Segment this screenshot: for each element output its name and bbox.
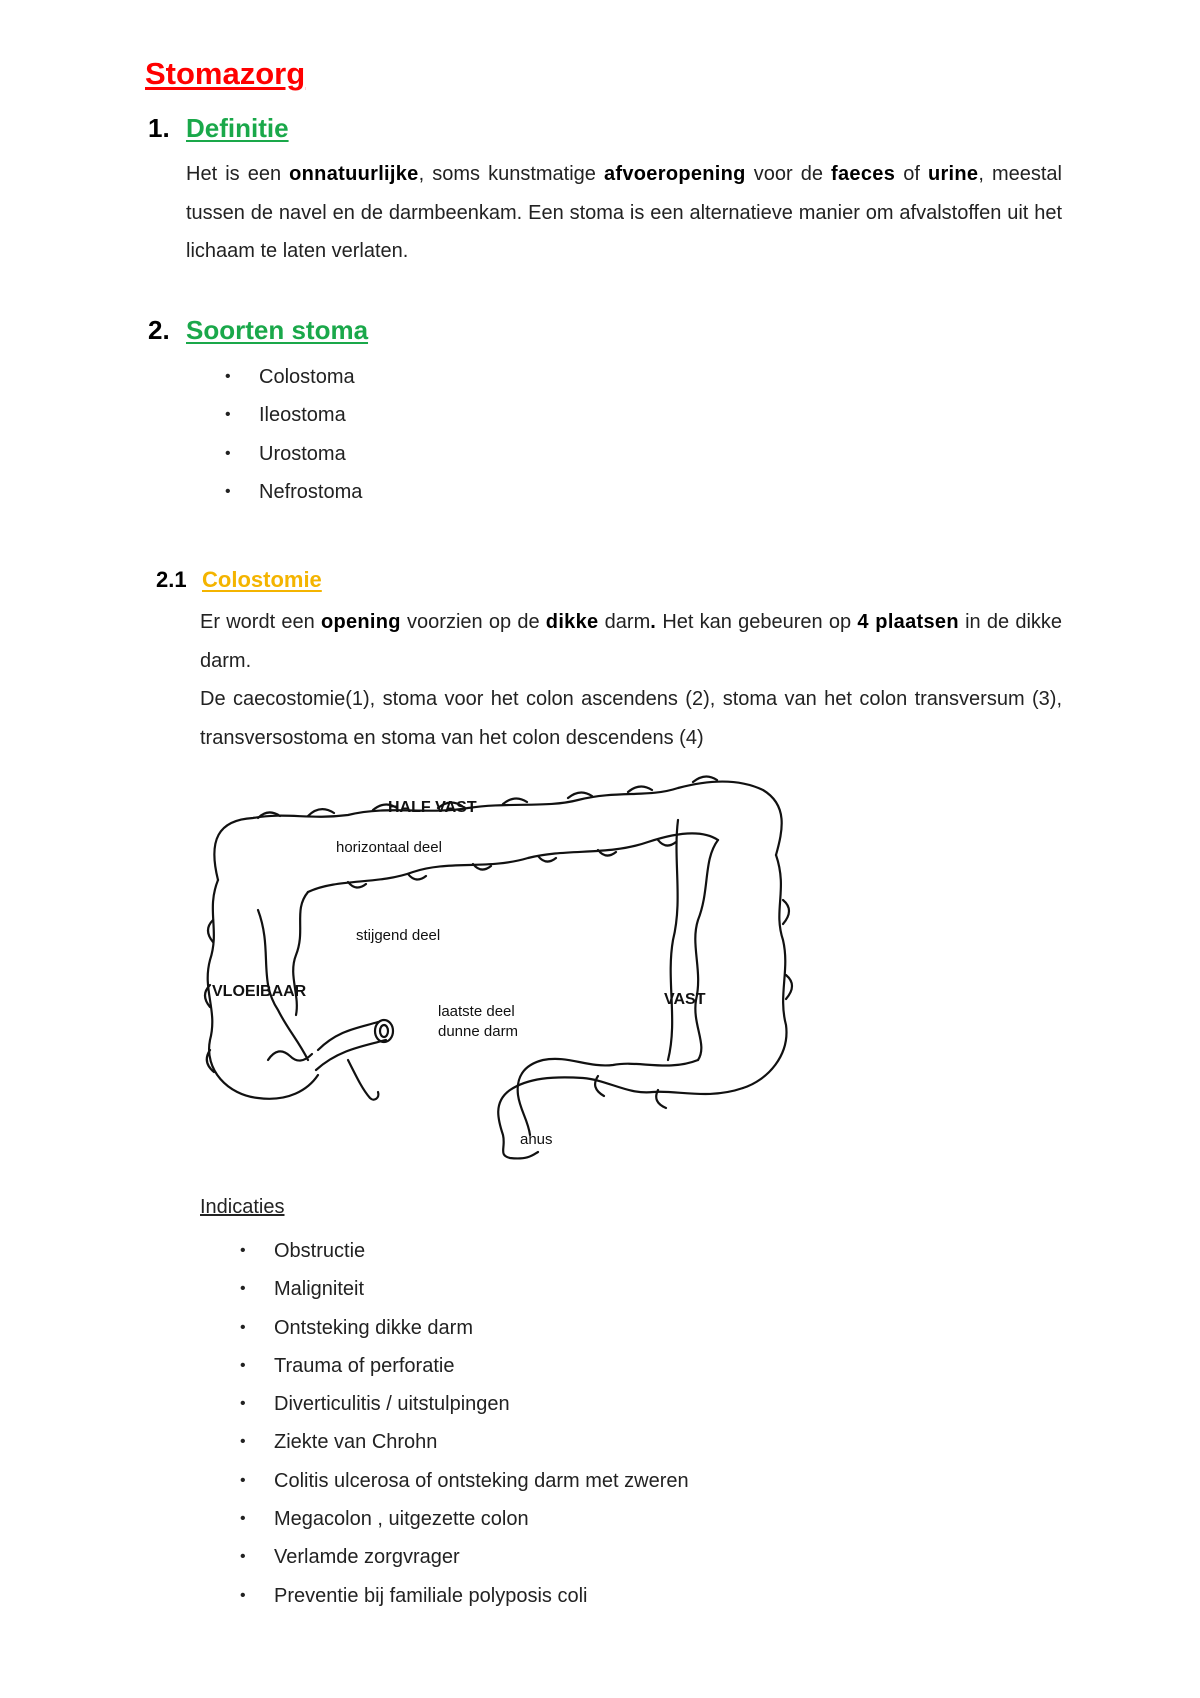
bullet-icon: • <box>240 1471 246 1489</box>
list-item-label: Trauma of perforatie <box>274 1354 455 1377</box>
descending-colon-outer <box>743 855 786 1088</box>
descending-colon-inner <box>695 840 718 1060</box>
list-item <box>240 1309 689 1347</box>
colostomie-paragraph-2: De caecostomie(1), stoma voor het colon ascendens (2), stoma van het colon transversum (3), transversostoma en stoma van het colon descendens (4) <box>200 688 1062 749</box>
colon-diagram-svg <box>198 760 808 1160</box>
list-item-label: Obstructie <box>274 1240 366 1262</box>
list-item <box>240 1538 689 1576</box>
text-run: voorzien op de <box>400 611 546 633</box>
bullet-icon: • <box>240 1395 246 1413</box>
label-dunne-darm: dunne darm <box>438 1023 519 1040</box>
list-item-label: Ontsteking dikke darm <box>274 1316 473 1339</box>
list-item-label: Ziekte van Chrohn <box>274 1431 438 1454</box>
bullet-icon: • <box>225 482 231 500</box>
section-label: Definitie <box>186 113 289 143</box>
bold-term: faeces <box>831 163 896 185</box>
label-laatste-deel: laatste deel <box>438 1003 515 1020</box>
bold-term: onnatuurlijke <box>289 163 419 185</box>
list-item <box>240 1270 689 1308</box>
list-item-label: Maligniteit <box>274 1278 365 1301</box>
text-run: darm <box>598 611 651 633</box>
list-item <box>240 1347 689 1385</box>
text-run: , soms kunstmatige <box>418 163 604 185</box>
section-label: Soorten stoma <box>186 315 369 345</box>
section-definitie-heading <box>148 113 289 144</box>
bullet-icon: • <box>225 406 231 424</box>
text-run: of <box>895 163 928 185</box>
bullet-icon: • <box>240 1433 246 1451</box>
section-number: 2. <box>148 315 170 345</box>
bold-term: . <box>650 611 657 633</box>
bullet-icon: • <box>240 1318 246 1336</box>
section-label: Colostomie <box>202 567 322 592</box>
section-number: 2.1 <box>156 567 187 592</box>
transverse-colon-outer <box>214 782 781 881</box>
list-item-label: Urostoma <box>259 442 346 465</box>
list-item <box>225 358 362 396</box>
list-item <box>240 1385 689 1423</box>
intestine-loop <box>348 1060 378 1100</box>
list-item <box>240 1500 689 1538</box>
bullet-icon: • <box>240 1510 246 1528</box>
indicaties-heading: Indicaties <box>200 1196 285 1218</box>
list-item <box>225 473 363 511</box>
bold-term: 4 plaatsen <box>857 611 959 633</box>
label-vloeibaar: VLOEIBAAR <box>212 983 307 1000</box>
section-colostomie-heading <box>156 567 322 593</box>
bullet-icon: • <box>240 1356 246 1374</box>
list-item-label: Colitis ulcerosa of ontsteking darm met zweren <box>274 1469 689 1492</box>
text-run: Het kan gebeuren op <box>656 611 858 633</box>
tube-opening <box>375 1020 393 1042</box>
bullet-icon: • <box>225 444 231 462</box>
label-anus: anus <box>520 1131 553 1148</box>
text-run: voor de <box>745 163 832 185</box>
label-stijgend-deel: stijgend deel <box>356 927 441 944</box>
list-item-label: Preventie bij familiale polyposis coli <box>274 1584 588 1607</box>
definitie-paragraph <box>186 155 1062 271</box>
bullet-icon: • <box>225 368 231 385</box>
bold-term: opening <box>320 611 401 633</box>
list-item-label: Ileostoma <box>259 404 346 427</box>
haustra-top <box>258 776 717 818</box>
bold-term: dikke <box>545 611 599 633</box>
list-item-label: Verlamde zorgvrager <box>274 1546 460 1569</box>
list-item-label: Megacolon , uitgezette colon <box>274 1508 529 1531</box>
list-item <box>225 435 362 473</box>
bullet-icon: • <box>240 1242 246 1259</box>
text-run: in de dikke darm. <box>200 611 1063 672</box>
list-item <box>240 1462 689 1500</box>
list-item <box>225 396 362 434</box>
list-item <box>240 1577 689 1615</box>
list-item <box>240 1423 689 1461</box>
label-horizontaal-deel: horizontaal deel <box>336 839 442 856</box>
bold-term: urine <box>927 163 979 185</box>
list-item-label: Diverticulitis / uitstulpingen <box>274 1393 510 1416</box>
bullet-icon: • <box>240 1586 246 1604</box>
bullet-icon: • <box>240 1548 246 1566</box>
section-number: 1. <box>148 113 170 143</box>
text-run: Het is een <box>186 163 290 185</box>
indicaties-list <box>240 1232 689 1615</box>
text-run: Er wordt een <box>200 611 321 633</box>
list-item-label: Nefrostoma <box>259 480 363 503</box>
bullet-icon: • <box>240 1280 246 1298</box>
label-half-vast: HALF VAST <box>388 799 477 816</box>
label-vast: VAST <box>664 991 706 1008</box>
bold-term: afvoeropening <box>603 163 746 185</box>
section-soorten-heading <box>148 315 368 346</box>
stoma-types-list <box>225 358 363 511</box>
list-item <box>240 1232 689 1270</box>
text-run: , meestal tussen de navel en de darmbeenkam. Een stoma is een alternatieve manier om afvalstoffen uit het lichaam te laten verlaten. <box>186 163 1062 262</box>
page-title: Stomazorg <box>145 56 306 91</box>
colostomie-paragraph-1 <box>200 603 1062 680</box>
list-item-label: Colostoma <box>259 366 355 388</box>
colon-diagram <box>198 760 808 1160</box>
